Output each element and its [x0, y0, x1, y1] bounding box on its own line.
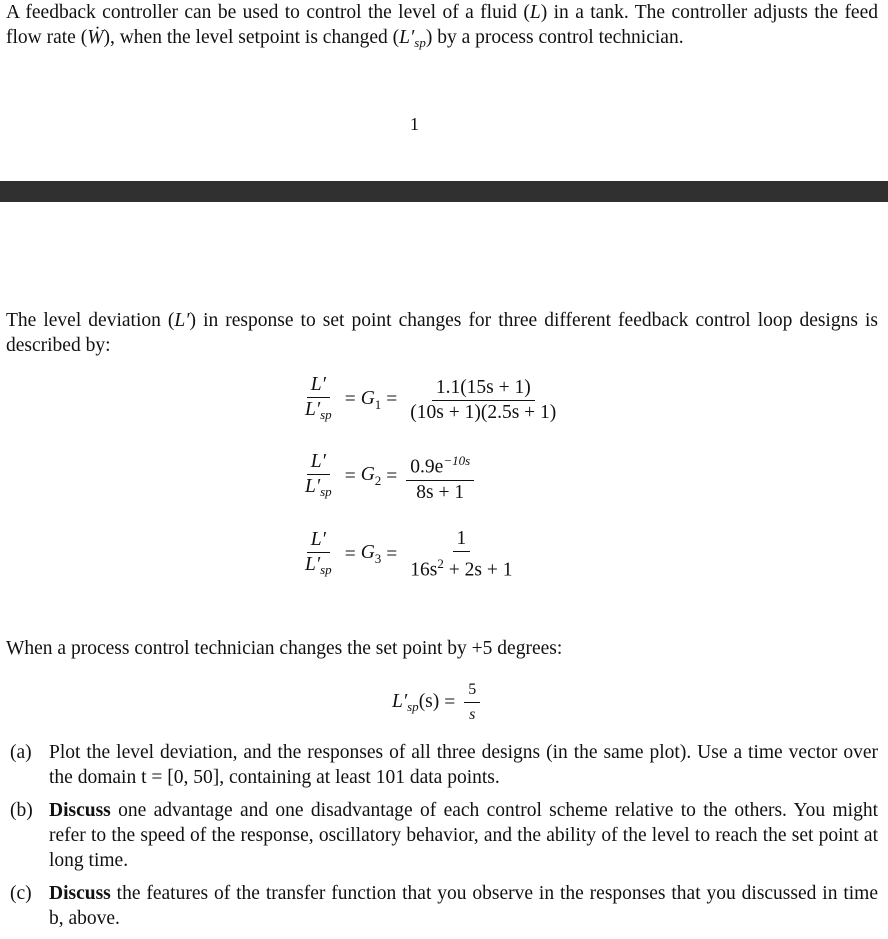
equation-g1: $\frac{L'}{L'_{sp}}$ = $G_1$ = $\frac{1.1(15s + 1)}{(10s + 1)(2.5s + 1)}$ — [297, 374, 564, 426]
lhs-fraction: $\frac{L'}{L'_{sp}}$ — [305, 374, 332, 422]
question-item-a: (a) Plot the level deviation, and the responses of all three designs (in the same plot). Use a time vector over the domain t = [0, 50], containing at least 101 data points. — [10, 742, 878, 788]
equation-g3: $\frac{L'}{L'_{sp}}$ = $G_3$ = $\frac{1}{16s^2 + 2s + 1}$ — [297, 528, 520, 582]
page-number: 1 — [410, 114, 419, 134]
question-list — [10, 740, 878, 939]
question-item-c: (c) Discuss the features of the transfer function that you observe in the responses that you discussed in time b, above. — [10, 883, 878, 929]
lhs-fraction: $\frac{L'}{L'_{sp}}$ — [305, 528, 332, 577]
setpoint-paragraph: When a process control technician changes the set point by +5 degrees: — [6, 638, 563, 659]
intro-paragraph: A feedback controller can be used to control the level of a fluid (L) in a tank. The controller adjusts the feed flow rate (Ẇ), when the level setpoint is changed $(L'_{sp})$ by a process control technician. — [6, 2, 878, 50]
page-separator — [0, 181, 888, 202]
equation-g2: $\frac{L'}{L'_{sp}}$ = $G_2$ = $\frac{0.9e^{-10s}}{8s + 1}$ — [297, 450, 478, 504]
lhs-fraction: $\frac{L'}{L'_{sp}}$ — [305, 450, 332, 499]
g3-fraction: $\frac{1}{16s^2 + 2s + 1}$ — [410, 528, 513, 581]
setpoint-fraction: $\frac{5}{s}$ — [464, 679, 480, 726]
setpoint-equation: $L'_{sp}(s)$ = $\frac{5}{s}$ — [392, 679, 484, 726]
g2-fraction: $\frac{0.9e^{-10s}}{8s + 1}$ — [406, 450, 474, 504]
question-item-b: (b) Discuss one advantage and one disadvantage of each control scheme relative to the others. You might refer to the speed of the response, oscillatory behavior, and the ability of the level to reach the set point at long time. — [10, 800, 878, 871]
description-paragraph: The level deviation (L′) in response to set point changes for three different feedback control loop designs is described by: — [6, 310, 878, 356]
g1-fraction: $\frac{1.1(15s + 1)}{(10s + 1)(2.5s + 1)}$ — [410, 376, 557, 423]
